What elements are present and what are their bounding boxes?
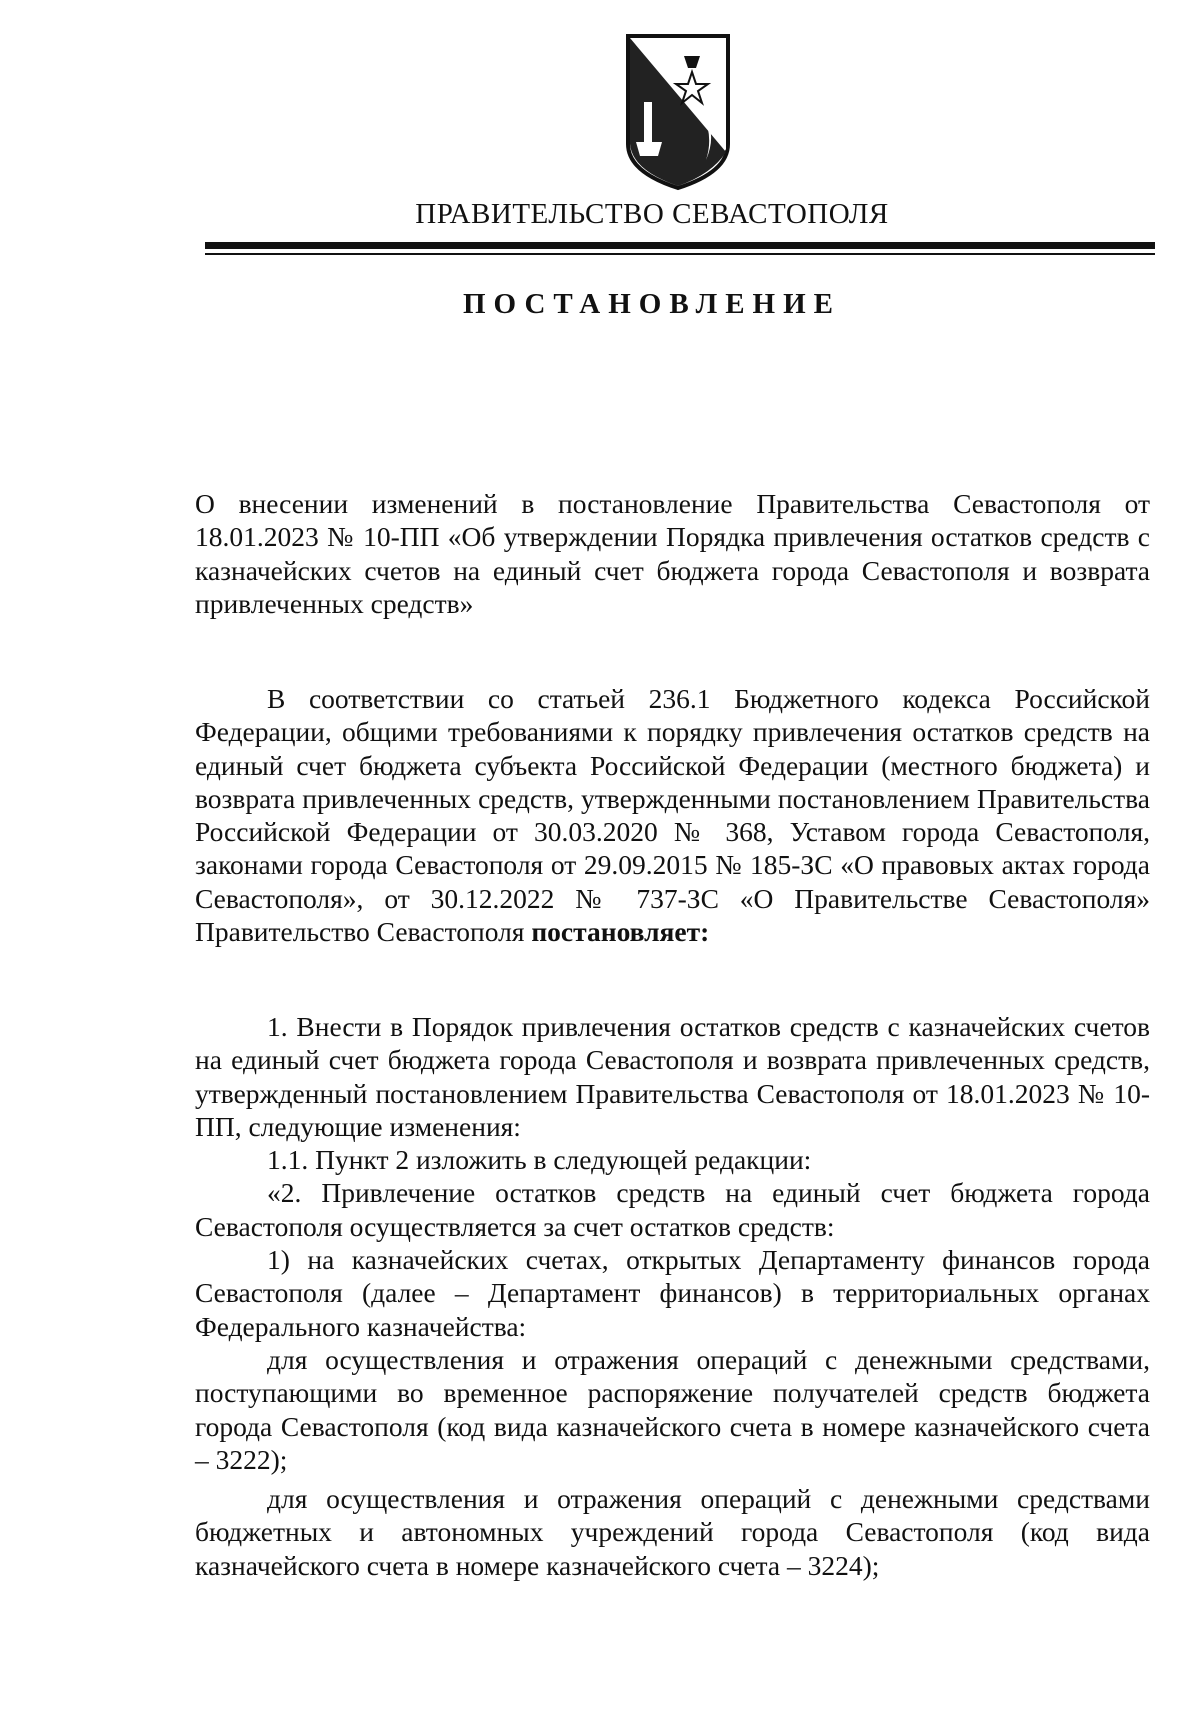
coat-of-arms-icon (622, 32, 734, 192)
preamble-block (195, 682, 1150, 948)
paragraph-1: 1. Внести в Порядок привлечения остатков средств с казначейских счетов на единый счет бюджета города Севастополя и возврата привлеченных средств, утвержденный постановлением Правительства Севастополя от 18.01.2023 № 10-ПП, следующие изменения: (195, 1011, 1150, 1142)
paragraph-account-3224: для осуществления и отражения операций с денежными средствами бюджетных и автономных учреждений города Севастополя (код вида казначейского счета в номере казначейского счета – 3224); (195, 1483, 1150, 1581)
paragraph-subpoint-1: 1) на казначейских счетах, открытых Департаменту финансов города Севастополя (далее – Департамент финансов) в территориальных органах Федерального казначейства: (195, 1244, 1150, 1342)
paragraph-1-1: 1.1. Пункт 2 изложить в следующей редакции: (267, 1144, 812, 1176)
paragraph-point-2: «2. Привлечение остатков средств на единый счет бюджета города Севастополя осуществляется за счет остатков средств: (195, 1177, 1150, 1242)
preamble-paragraph (195, 682, 1150, 948)
document-type: ПОСТАНОВЛЕНИЕ (462, 288, 841, 320)
preamble-text: В соответствии со статьей 236.1 Бюджетного кодекса Российской Федерации, общими требованиями к порядку привлечения остатков средств на единый счет бюджета субъекта Российской Федерации (местного бюджета) и возврата привлеченных средств, утвержденными постановлением Правительства Российской Федерации от 30.03.2020 № 368, Уставом города Севастополя, законами города Севастополя от 29.09.2015 № 185-ЗС «О правовых актах города Севастополя», от 30.12.2022 № 737-ЗС «О Правительстве Севастополя» Правительство Севастополя (195, 683, 1150, 948)
paragraph-account-3222: для осуществления и отражения операций с денежными средствами, поступающими во временное распоряжение получателей средств бюджета города Севастополя (код вида казначейского счета в номере казначейского счета – 3222); (195, 1343, 1150, 1475)
document-title-block (195, 487, 1150, 620)
document-title: О внесении изменений в постановление Правительства Севастополя от 18.01.2023 № 10-ПП «Об утверждении Порядка привлечения остатков средств с казначейских счетов на единый счет бюджета города Севастополя и возврата привлеченных средств» (195, 488, 1150, 619)
resolves-keyword: постановляет: (531, 916, 710, 948)
body-block (195, 1010, 1150, 1582)
header-divider-thin (205, 253, 1155, 255)
org-name: ПРАВИТЕЛЬСТВО СЕВАСТОПОЛЯ (415, 198, 889, 230)
header-divider-thick (205, 242, 1155, 249)
